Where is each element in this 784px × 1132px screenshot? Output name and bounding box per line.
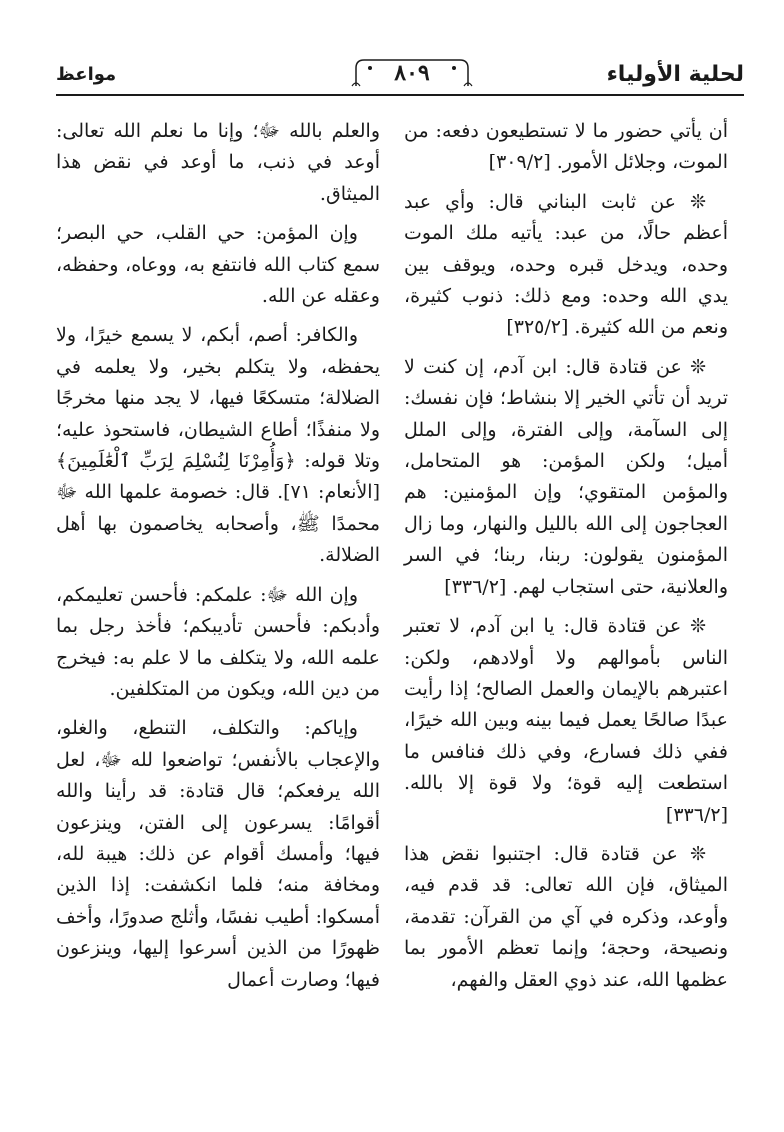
paragraph: وإن الله ﷻ: علمكم: فأحسن تعليمكم، وأدبكم: فأحسن تأديبكم؛ فأخذ رجل بما علمه الله، ولا يتكلف ما لا علم به: فيخرج من دين الله، ويكون من المتكلفين. [56, 583, 380, 700]
header-divider [56, 94, 744, 96]
paragraph: والعلم بالله ﷻ؛ وإنا ما نعلم الله تعالى: أوعد في ذنب، ما أوعد في نقض هذا الميثاق. [56, 120, 380, 205]
section-title: مواعظ [56, 64, 117, 85]
paragraph: وإن المؤمن: حي القلب، حي البصر؛ سمع كتاب الله فانتفع به، ووعاه، وحفظه، وعقله عن الله. [56, 222, 380, 308]
right-column [404, 116, 728, 1004]
page-header [56, 56, 744, 102]
page-number [350, 56, 474, 92]
paragraph: ❊ عن قتادة قال: يا ابن آدم، لا تعتبر الناس بأموالهم ولا أولادهم، ولكن: اعتبرهم بالإيمان والعمل الصالح؛ إذا رأيت عبدًا صالحًا يعمل فيما بينه وبين الله خيرًا، ففي ذلك فسارع، وفي ذلك فنافس ما استطعت إليه قوة؛ ولا قوة إلا بالله. [٣٣٦/٢] [404, 615, 728, 826]
paragraph: ❊ عن ثابت البناني قال: وأي عبد أعظم حالًا، من عبد: يأتيه ملك الموت وحده، ويدخل قبره وحده، ويوقف بين يدي الله وحده: ومع ذلك: ذنوب كثيرة، ونعم من الله كثيرة. [٣٢٥/٢] [404, 190, 728, 339]
paragraph: ❊ عن قتادة قال: ابن آدم، إن كنت لا تريد أن تأتي الخير إلا بنشاط؛ فإن نفسك: إلى السآمة، وإلى الفترة، وإلى الملل أميل؛ ولكن المؤمن: هو المتحامل، والمؤمن المتقوي؛ وإن المؤمنين: هم العجاجون إلى الله بالليل والنهار، وما زال المؤمنون يقولون: ربنا، ربنا؛ في السر والعلانية، حتى استجاب لهم. [٣٣٦/٢] [404, 355, 728, 598]
page-number-text: ٨٠٩ [394, 60, 430, 86]
paragraph: والكافر: أصم، أبكم، لا يسمع خيرًا، ولا يحفظه، ولا يتكلم بخير، ولا يعلمه في الضلالة؛ متسكعًا فيها، لا يجد منها مخرجًا ولا منفذًا؛ أطاع الشيطان، فاستحوذ عليه؛ وتلا قوله: ﴿وَأُمِرْنَا لِنُسْلِمَ لِرَبِّ ٱلْعَٰلَمِينَ﴾ [الأنعام: ٧١]. قال: خصومة علمها الله ﷻ محمدًا ﷺ، وأصحابه يخاصمون بها أهل الضلالة. [56, 324, 380, 567]
paragraph: وإياكم: والتكلف، التنطع، والغلو، والإعجاب بالأنفس؛ تواضعوا لله ﷻ، لعل الله يرفعكم؛ قال قتادة: قد رأينا والله أقوامًا: يسرعون إلى الفتن، وينزعون فيها؛ وأمسك أقوام عن ذلك: هيبة لله، ومخافة منه؛ فلما انكشفت: إذا الذين أمسكوا: أطيب نفسًا، وأثلج صدورًا، وأخف ظهورًا من الذين أسرعوا إليها، وينزعون فيها؛ وصارت أعمال [56, 717, 380, 991]
paragraph: أن يأتي حضور ما لا تستطيعون دفعه: من الموت، وجلائل الأمور. [٣٠٩/٢] [404, 120, 728, 174]
book-title: لحلية الأولياء [606, 62, 744, 87]
paragraph: ❊ عن قتادة قال: اجتنبوا نقض هذا الميثاق، فإن الله تعالى: قد قدم فيه، وأوعد، وذكره في آي من القرآن: تقدمة، ونصيحة، وحجة؛ وإنما تعظم الأمور بما عظمها الله، عند ذوي العقل والفهم، [404, 842, 728, 991]
left-column [56, 116, 380, 1004]
